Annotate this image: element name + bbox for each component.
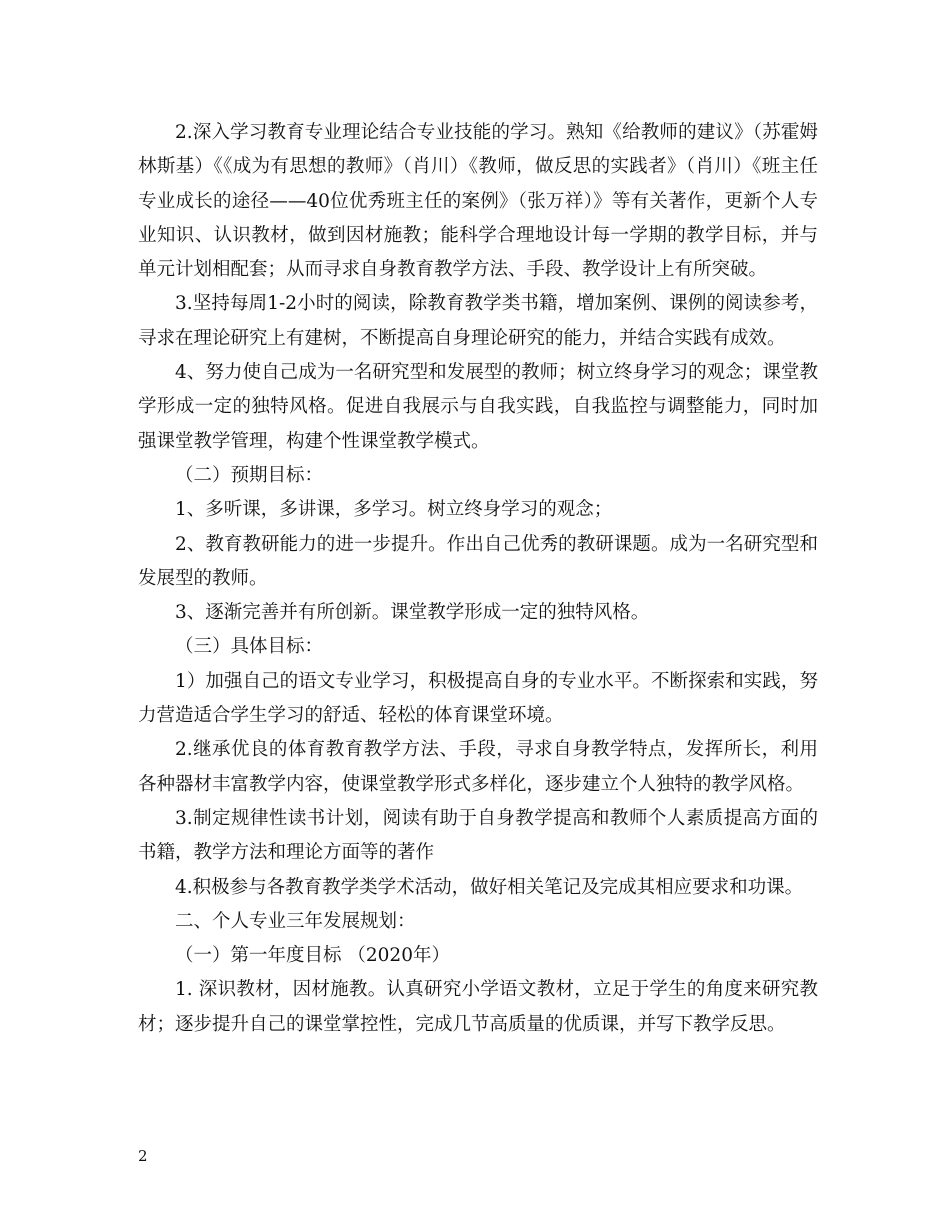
heading-specific-goals: （三）具体目标： [175,636,324,658]
paragraph-expected-1: 1、多听课，多讲课，多学习。树立终身学习的观念； [175,499,613,521]
heading-first-year-goal: （一）第一年度目标 （2020年） [175,945,450,967]
body-text [138,116,818,1042]
paragraph-specific-2: 2.继承优良的体育教育教学方法、手段，寻求自身教学特点，发挥所长，利用各种器材丰富教学内容，使课堂教学形式多样化，逐步建立个人独特的教学风格。 [138,739,818,795]
paragraph-specific-1: 1）加强自己的语文专业学习，积极提高自身的专业水平。不断探索和实践，努力营造适合学生学习的舒适、轻松的体育课堂环境。 [138,670,818,727]
paragraph-study-theory: 2.深入学习教育专业理论结合专业技能的学习。熟知《给教师的建议》（苏霍姆林斯基）《《成为有思想的教师》（肖川）《教师，做反思的实践者》（肖川）《班主任专业成长的途径——40位优秀班主任的案例》（张万祥）》等有关著作，更新个人专业知识、认识教材，做到因材施教；能科学合理地设计每一学期的教学目标，并与单元计划相配套；从而寻求自身教育教学方法、手段、教学设计上有所突破。 [138,122,818,281]
paragraph-expected-3: 3、逐渐完善并有所创新。课堂教学形成一定的独特风格。 [175,602,650,624]
paragraph-first-year-1: 1. 深识教材，因材施教。认真研究小学语文教材，立足于学生的角度来研究教材；逐步提升自己的课堂掌控性，完成几节高质量的优质课，并写下教学反思。 [138,979,818,1035]
heading-three-year-plan: 二、个人专业三年发展规划： [175,910,416,932]
paragraph-expected-2: 2、教育教研能力的进一步提升。作出自己优秀的教研课题。成为一名研究型和发展型的教师。 [138,533,818,589]
heading-expected-goals: （二）预期目标： [175,464,324,486]
paragraph-research-teacher: 4、努力使自己成为一名研究型和发展型的教师；树立终身学习的观念；课堂教学形成一定的独特风格。促进自我展示与自我实践，自我监控与调整能力，同时加强课堂教学管理，构建个性课堂教学模式。 [138,362,818,452]
page-number: 2 [138,1147,148,1165]
paragraph-weekly-reading: 3.坚持每周1-2小时的阅读，除教育教学类书籍，增加案例、课例的阅读参考，寻求在理论研究上有建树，不断提高自身理论研究的能力，并结合实践有成效。 [138,293,818,349]
paragraph-specific-4: 4.积极参与各教育教学类学术活动，做好相关笔记及完成其相应要求和功课。 [175,876,804,898]
paragraph-specific-3: 3.制定规律性读书计划，阅读有助于自身教学提高和教师个人素质提高方面的书籍，教学方法和理论方面等的著作 [138,807,818,864]
